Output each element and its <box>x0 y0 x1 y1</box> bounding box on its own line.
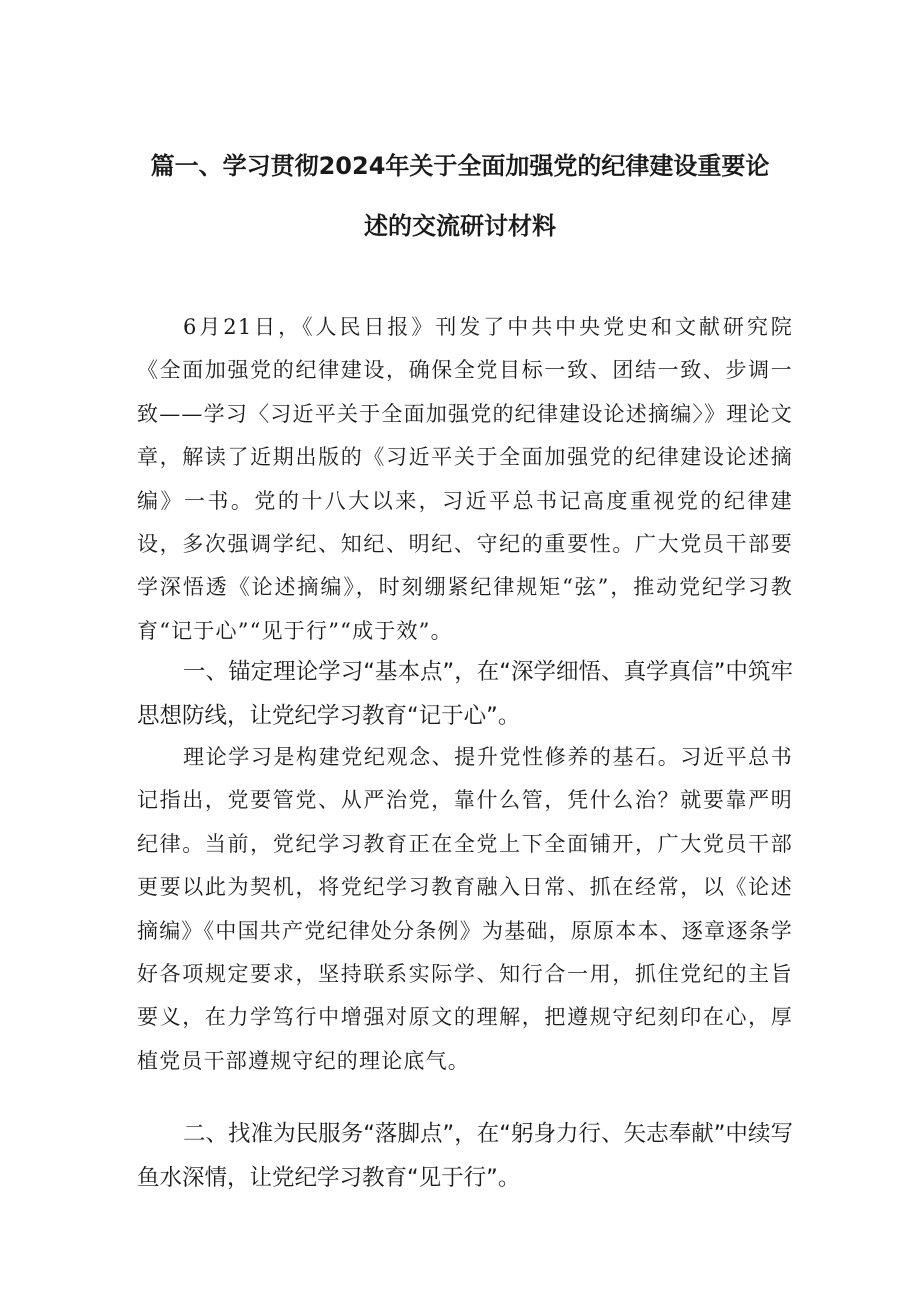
document-title-line-1: 篇一、学习贯彻2024年关于全面加强党的纪律建设重要论 <box>150 152 770 180</box>
document-title-line-2: 述的交流研讨材料 <box>364 212 556 240</box>
section-heading-1: 一、锚定理论学习“基本点”，在“深学细悟、真学真信”中筑牢思想防线，让党纪学习教育“记于心”。 <box>137 659 793 729</box>
section-heading-2: 二、找准为民服务“落脚点”，在“躬身力行、矢志奉献”中续写鱼水深情，让党纪学习教育“见于行”。 <box>137 1121 793 1191</box>
intro-paragraph: 6月21日，《人民日报》刊发了中共中央党史和文献研究院《全面加强党的纪律建设，确保全党目标一致、团结一致、步调一致——学习〈习近平关于全面加强党的纪律建设论述摘编〉》理论文章，解读了近期出版的《习近平关于全面加强党的纪律建设论述摘编》一书。党的十八大以来，习近平总书记高度重视党的纪律建设，多次强调学纪、知纪、明纪、守纪的重要性。广大党员干部要学深悟透《论述摘编》，时刻绷紧纪律规矩“弦”，推动党纪学习教育“记于心”“见于行”“成于效”。 <box>137 315 793 643</box>
section-1-paragraph: 理论学习是构建党纪观念、提升党性修养的基石。习近平总书记指出，党要管党、从严治党，靠什么管，凭什么治？就要靠严明纪律。当前，党纪学习教育正在全党上下全面铺开，广大党员干部更要以此为契机，将党纪学习教育融入日常、抓在经常，以《论述摘编》《中国共产党纪律处分条例》为基础，原原本本、逐章逐条学好各项规定要求，坚持联系实际学、知行合一用，抓住党纪的主旨要义，在力学笃行中增强对原文的理解，把遵规守纪刻印在心，厚植党员干部遵规守纪的理论底气。 <box>137 745 793 1073</box>
